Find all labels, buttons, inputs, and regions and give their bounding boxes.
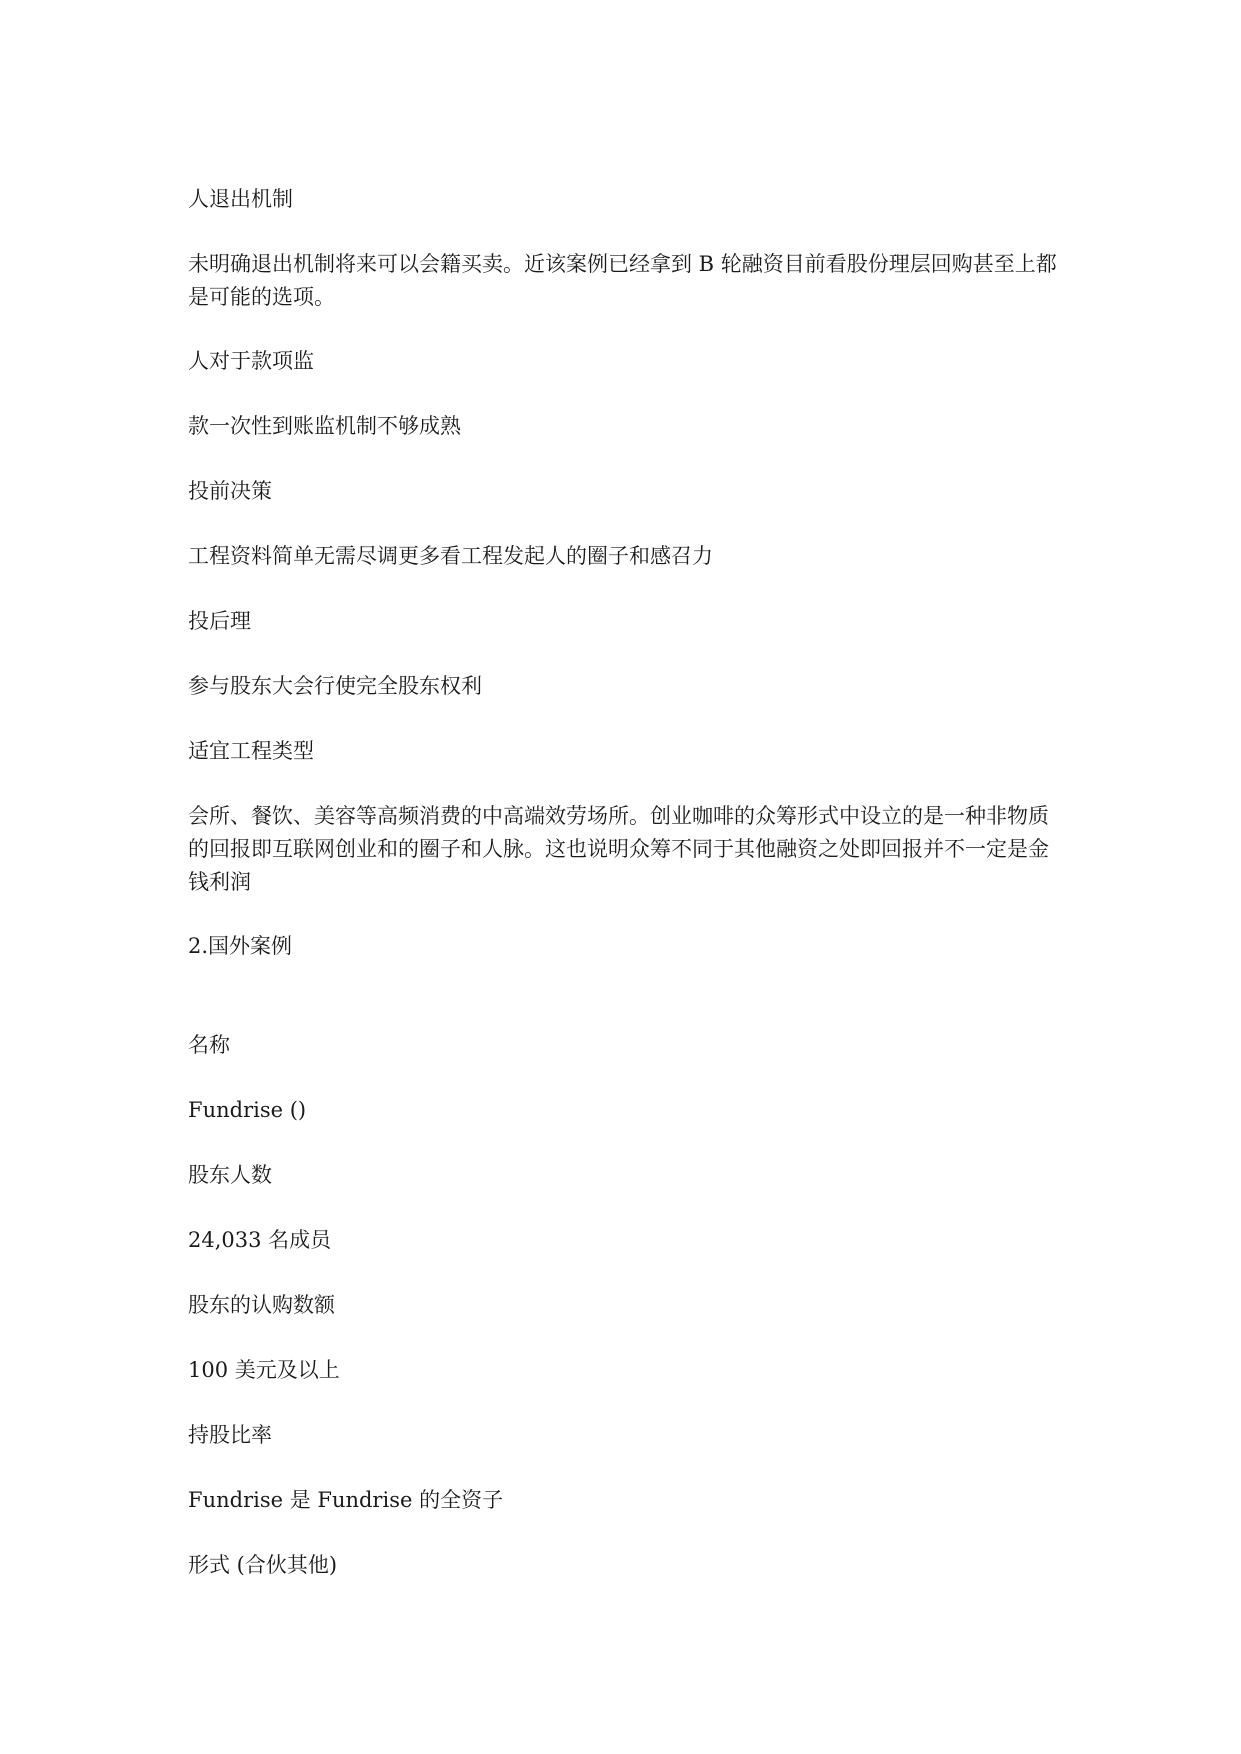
- field-label: 名称: [188, 1033, 230, 1057]
- paragraph: 人对于款项监: [188, 349, 314, 373]
- field-value: Fundrise 是 Fundrise 的全资子: [188, 1488, 504, 1512]
- paragraph: 投前决策: [188, 479, 272, 503]
- field-label: 持股比率: [188, 1423, 272, 1447]
- paragraph: 适宜工程类型: [188, 739, 314, 763]
- paragraph: 未明确退出机制将来可以会籍买卖。近该案例已经拿到 B 轮融资目前看股份理层回购甚至上都是可能的选项。: [188, 252, 1057, 309]
- paragraph: 投后理: [188, 609, 251, 633]
- paragraph: 会所、餐饮、美容等高频消费的中高端效劳场所。创业咖啡的众筹形式中设立的是一种非物质的回报即互联网创业和的圈子和人脉。这也说明众筹不同于其他融资之处即回报并不一定是金钱利润: [188, 804, 1049, 894]
- field-label: 股东人数: [188, 1163, 272, 1187]
- section-heading: 2.国外案例: [188, 934, 293, 958]
- paragraph: 参与股东大会行使完全股东权利: [188, 674, 482, 698]
- paragraph: 工程资料简单无需尽调更多看工程发起人的圈子和感召力: [188, 544, 713, 568]
- field-label: 股东的认购数额: [188, 1293, 335, 1317]
- paragraph: 人退出机制: [188, 187, 293, 211]
- field-value: 100 美元及以上: [188, 1358, 340, 1382]
- field-value: Fundrise (): [188, 1098, 307, 1122]
- field-value: 24,033 名成员: [188, 1228, 332, 1252]
- paragraph: 款一次性到账监机制不够成熟: [188, 414, 461, 438]
- field-label: 形式 (合伙其他): [188, 1553, 338, 1577]
